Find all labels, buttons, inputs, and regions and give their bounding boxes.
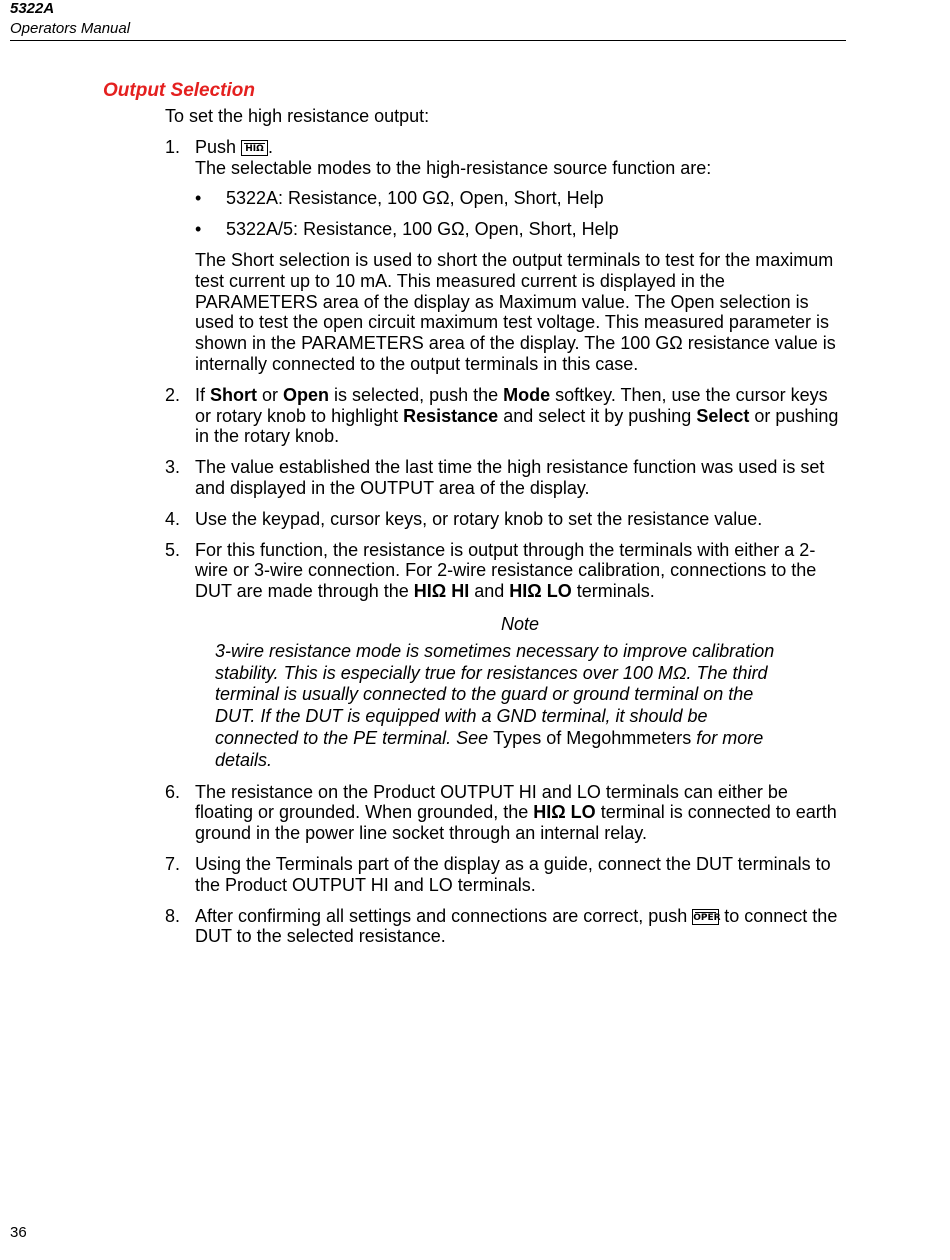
note-text: 3-wire resistance mode is sometimes necessary to improve calibration stability. This is especially true for resistances over 100 MΩ. The third terminal is usually connected to the guard or ground terminal on the DUT. If the DUT is equipped with a GND terminal, it should be connected to the PE terminal. See Types of Megohmmeters for more details.	[215, 640, 775, 770]
note-reference: Types of Megohmmeters	[493, 727, 692, 748]
step-7	[165, 854, 845, 896]
section-title: Output Selection	[103, 80, 255, 101]
step-3-text: The value established the last time the high resistance function was used is set and displayed in the OUTPUT area of the display.	[195, 457, 825, 498]
step-number: 5.	[165, 539, 181, 560]
step-number: 6.	[165, 781, 181, 802]
step-number: 8.	[165, 905, 181, 926]
step-2	[165, 385, 845, 447]
list-item: • 5322A/5: Resistance, 100 GΩ, Open, Short, Help	[195, 219, 619, 240]
step-number: 3.	[165, 457, 181, 478]
step-4-text: Use the keypad, cursor keys, or rotary knob to set the resistance value.	[195, 508, 763, 529]
header-model: 5322A	[10, 0, 55, 17]
step-7-text: Using the Terminals part of the display as a guide, connect the DUT terminals to the Product OUTPUT HI and LO terminals.	[195, 853, 831, 895]
step-6-text: The resistance on the Product OUTPUT HI and LO terminals can either be floating or grounded. When grounded, the HIΩ LO terminal is connected to earth ground in the power line socket through an internal relay.	[195, 781, 837, 844]
step-1-push-line: Push HIΩ .	[195, 136, 274, 157]
step-1-modes-intro: The selectable modes to the high-resistance source function are:	[195, 157, 712, 178]
step-number: 2.	[165, 384, 181, 405]
step-2-text: If Short or Open is selected, push the Mode softkey. Then, use the cursor keys or rotary knob to highlight Resistance and select it by pushing Select or pushing in the rotary knob.	[195, 384, 839, 447]
step-number: 4.	[165, 508, 181, 529]
step-1-short-open-paragraph: The Short selection is used to short the output terminals to test for the maximum test current up to 10 mA. This measured current is displayed in the PARAMETERS area of the display as Maximum value. The Open selection is used to test the open circuit maximum test voltage. This measured parameter is shown in the PARAMETERS area of the display. The 100 GΩ resistance value is internally connected to the output terminals in this case.	[195, 249, 836, 374]
bullet-icon: •	[195, 219, 202, 240]
step-3	[165, 457, 845, 499]
step-1	[165, 137, 845, 375]
step-4	[165, 509, 845, 530]
step-number: 7.	[165, 853, 181, 874]
step-8	[165, 906, 845, 948]
step-6	[165, 782, 845, 844]
page-number: 36	[10, 1224, 27, 1241]
header-rule	[10, 40, 846, 41]
step-8-text: After confirming all settings and connections are correct, push OPER to connect the DUT to the selected resistance.	[195, 905, 838, 947]
hi-ohm-key-icon: HIΩ	[241, 140, 268, 156]
page-header	[10, 0, 130, 38]
section-intro: To set the high resistance output:	[165, 106, 430, 126]
oper-key-icon: OPER	[692, 909, 719, 925]
step-number: 1.	[165, 136, 181, 157]
section-body	[165, 106, 845, 947]
header-subtitle: Operators Manual	[10, 20, 131, 37]
step-5-text: For this function, the resistance is output through the terminals with either a 2-wire or 3-wire connection. For 2-wire resistance calibration, connections to the DUT are made through the HIΩ HI and HIΩ LO terminals.	[195, 539, 817, 602]
step-5	[165, 540, 845, 772]
bullet-icon: •	[195, 188, 202, 209]
list-item: • 5322A: Resistance, 100 GΩ, Open, Short, Help	[195, 188, 604, 209]
note-heading: Note	[500, 613, 540, 634]
